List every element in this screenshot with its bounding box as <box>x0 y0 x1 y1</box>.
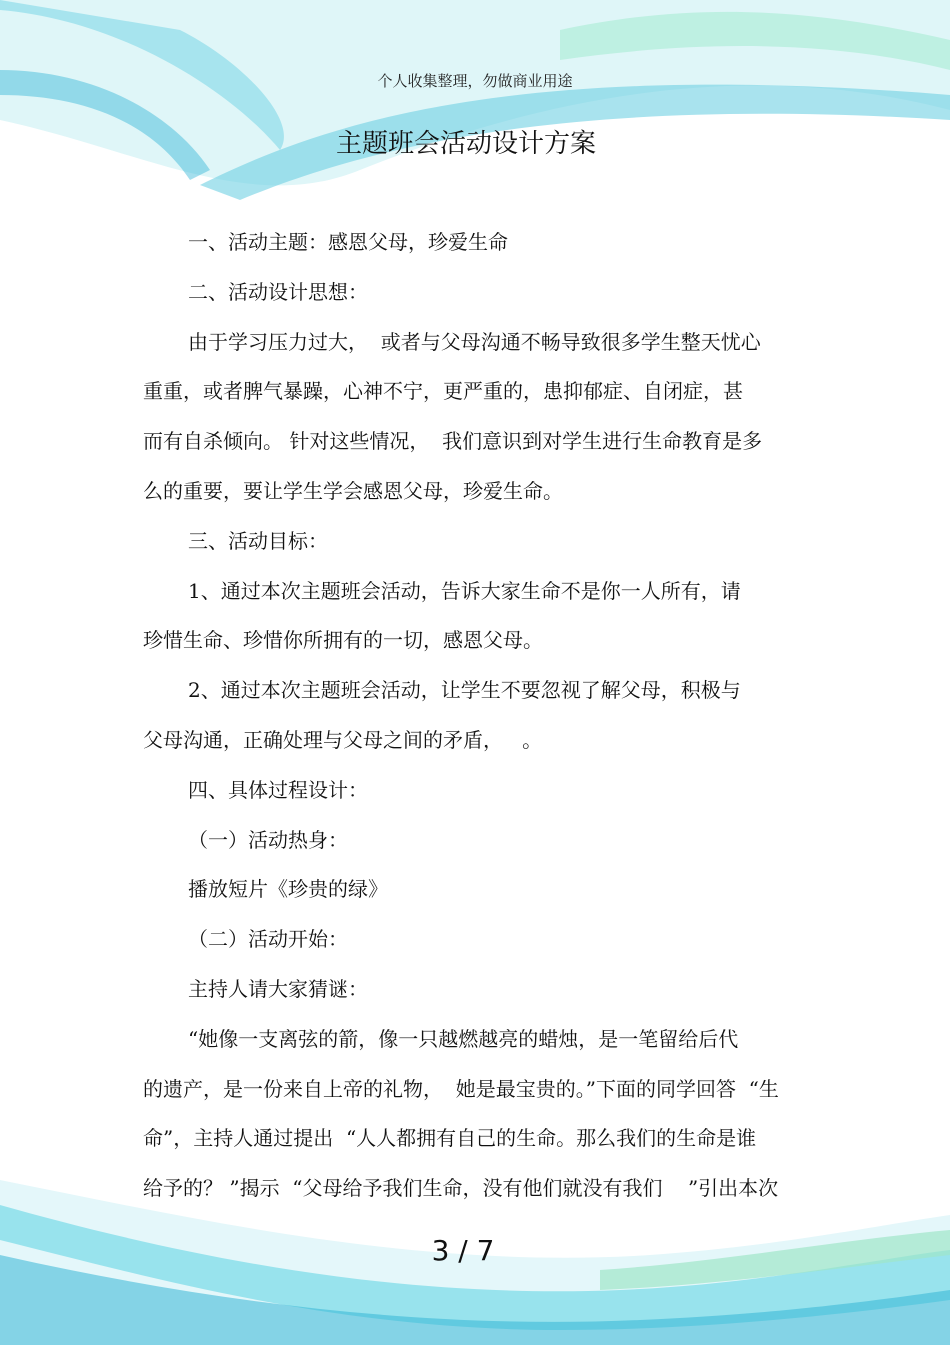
paragraph-line: 的遗产，是一份来自上帝的礼物， 她是最宝贵的。”下面的同学回答 “生 <box>143 1077 779 1101</box>
section-heading-theme: 一、活动主题：感恩父母，珍爱生命 <box>188 230 508 254</box>
paragraph-line: 给予的？ ”揭示 “父母给予我们生命，没有他们就没有我们 ”引出本次 <box>143 1176 779 1200</box>
paragraph-line: 重重，或者脾气暴躁，心神不宁，更严重的，患抑郁症、自闭症，甚 <box>143 379 743 403</box>
paragraph-line: 而有自杀倾向。 针对这些情况， 我们意识到对学生进行生命教育是多 <box>143 429 763 453</box>
paragraph-line: 父母沟通，正确处理与父母之间的矛盾， 。 <box>143 728 543 752</box>
paragraph-line: “她像一支离弦的箭，像一只越燃越亮的蜡烛，是一笔留给后代 <box>188 1027 739 1051</box>
watermark-text: 个人收集整理，勿做商业用途 <box>377 72 573 90</box>
section-heading-process: 四、具体过程设计： <box>188 778 368 802</box>
paragraph-line: 由于学习压力过大， 或者与父母沟通不畅导致很多学生整天忧心 <box>188 330 761 354</box>
goal-item-1: 1、通过本次主题班会活动，告诉大家生命不是你一人所有，请 <box>188 579 741 603</box>
paragraph-line: 命”，主持人通过提出 “人人都拥有自己的生命。那么我们的生命是谁 <box>143 1126 757 1150</box>
paragraph-line: 主持人请大家猜谜： <box>188 977 368 1001</box>
section-heading-design-idea: 二、活动设计思想： <box>188 280 368 304</box>
goal-item-2: 2、通过本次主题班会活动，让学生不要忽视了解父母，积极与 <box>188 678 741 702</box>
paragraph-line: 播放短片《珍贵的绿》 <box>188 877 388 901</box>
document-title: 主题班会活动设计方案 <box>335 129 596 159</box>
paragraph-line: 珍惜生命、珍惜你所拥有的一切，感恩父母。 <box>143 628 543 652</box>
page-number: 3 / 7 <box>431 1234 495 1267</box>
subsection-start: （二）活动开始： <box>188 927 348 951</box>
paragraph-line: 么的重要，要让学生学会感恩父母，珍爱生命。 <box>143 479 563 503</box>
subsection-warmup: （一）活动热身： <box>188 828 348 852</box>
section-heading-goals: 三、活动目标： <box>188 529 328 553</box>
